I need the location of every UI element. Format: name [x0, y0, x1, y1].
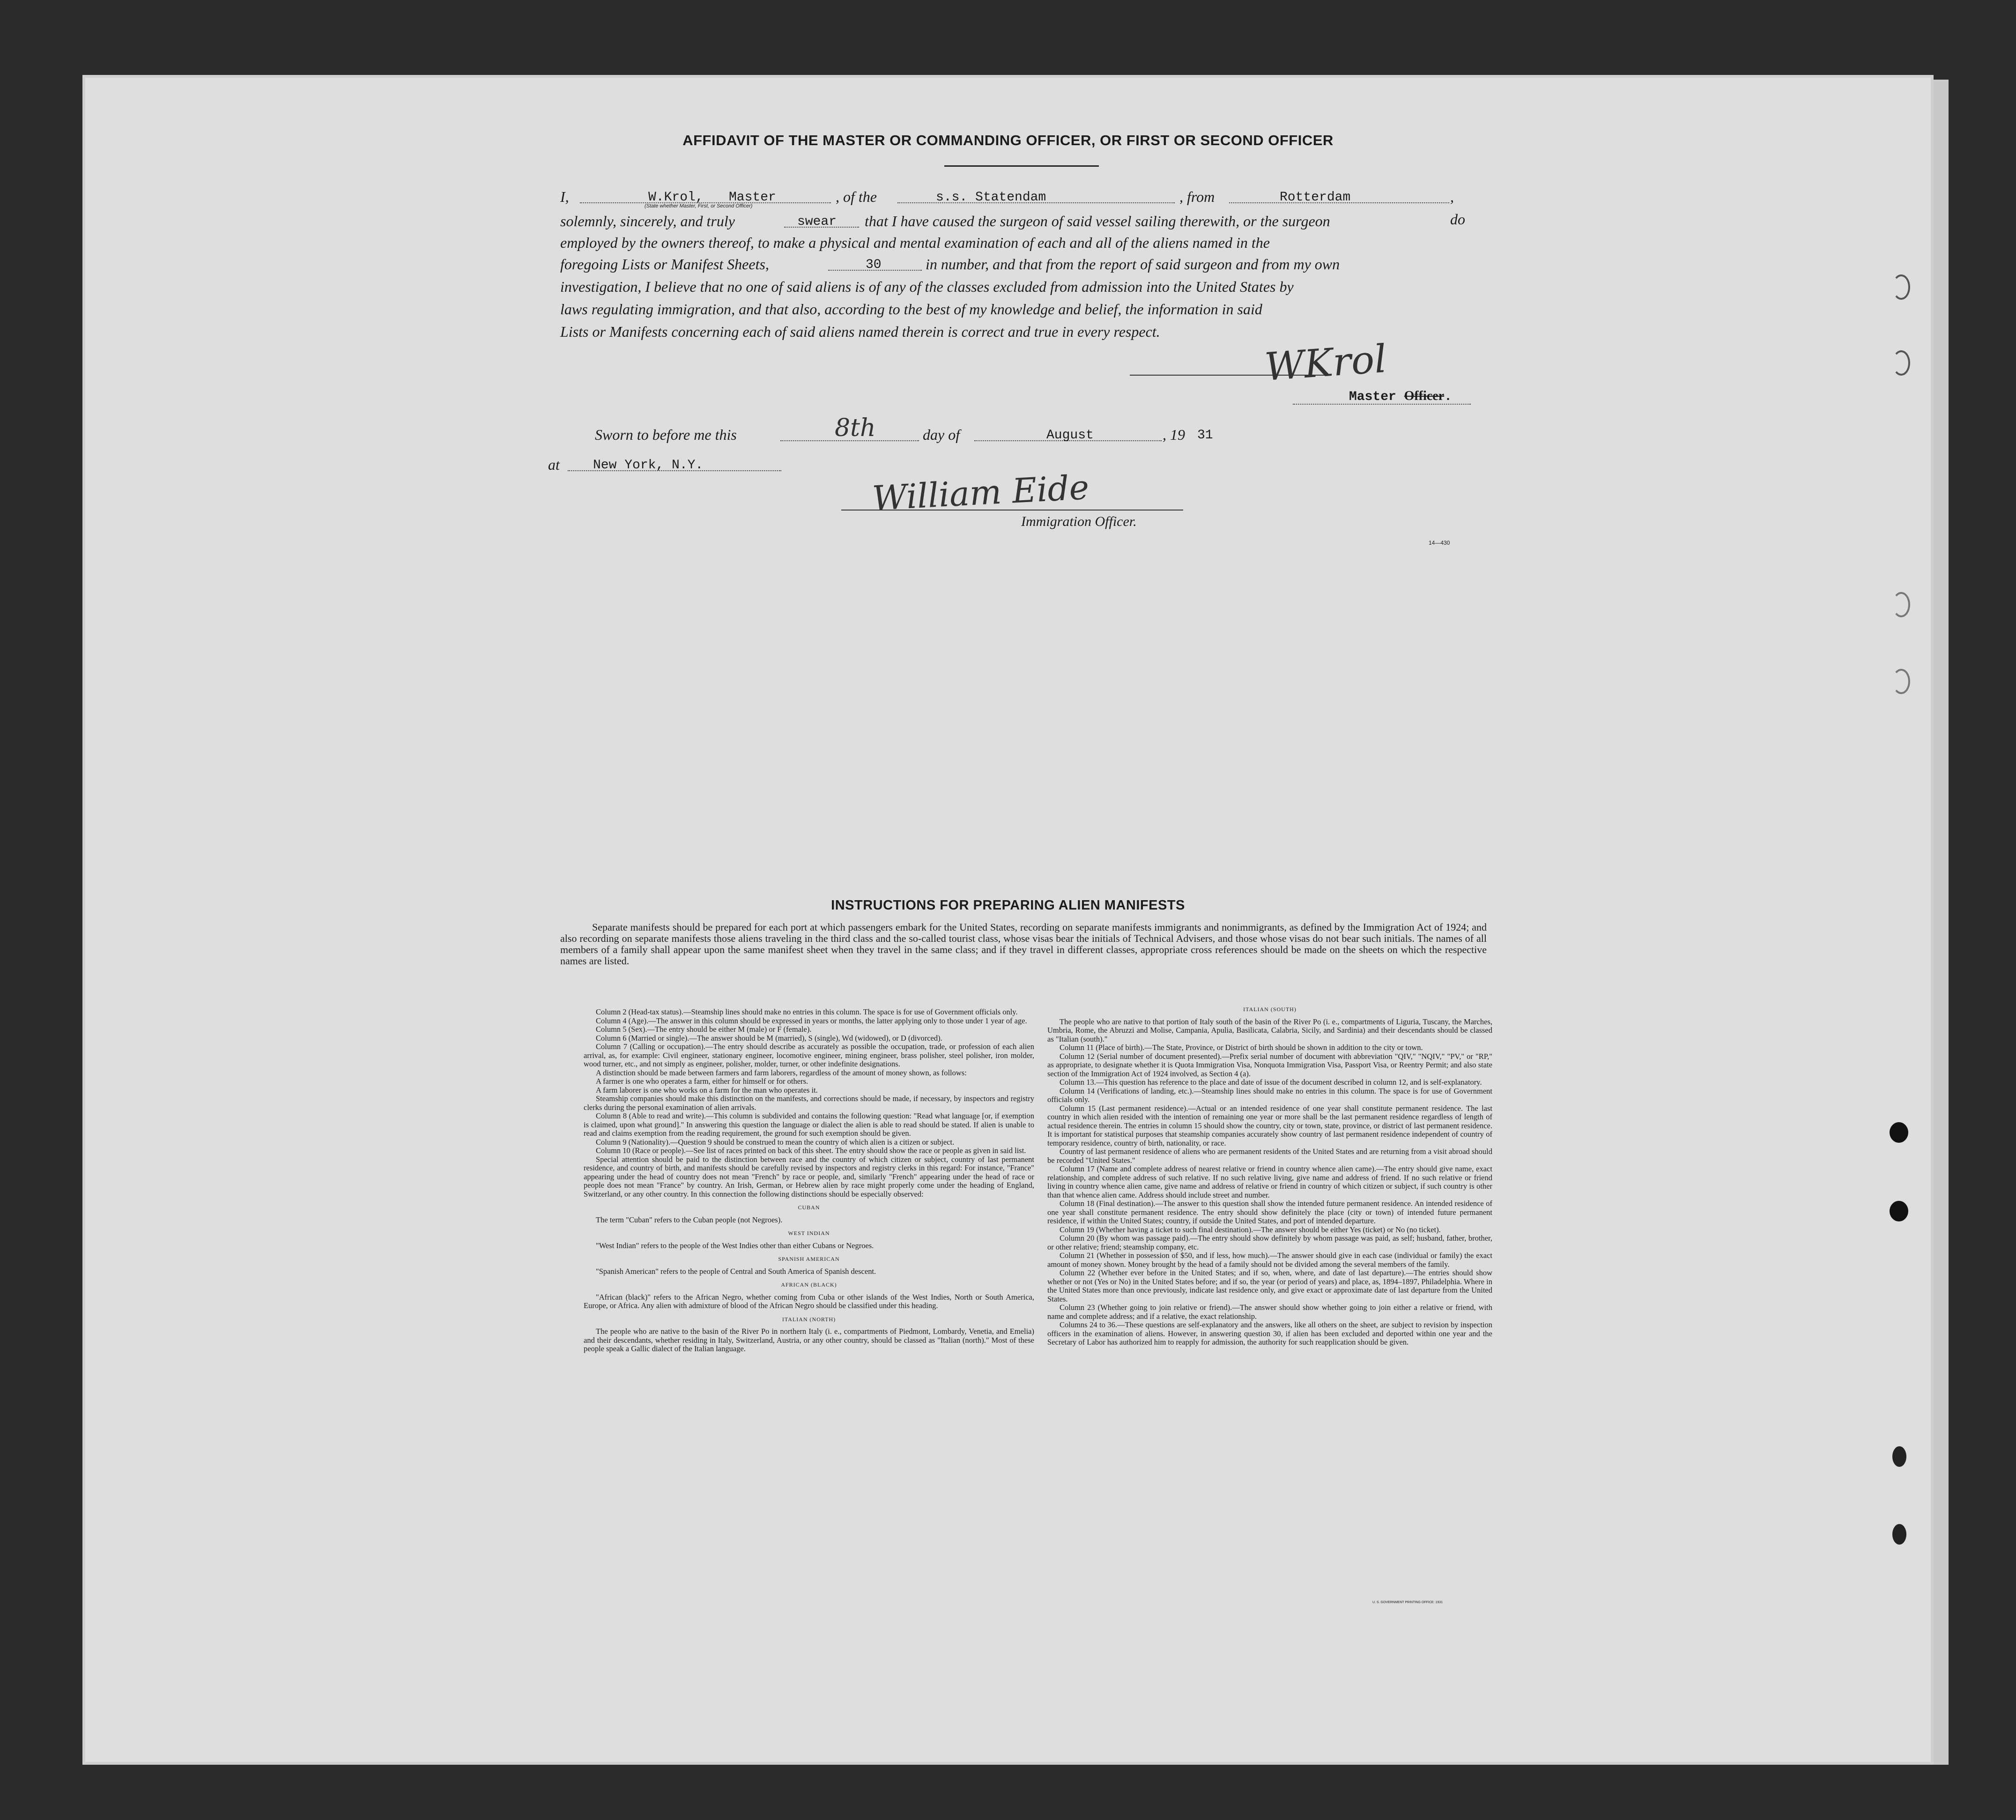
sheet-edge: [1934, 80, 1949, 1765]
signer-title: Master Officer.: [1349, 389, 1452, 404]
binding-clip: [1892, 274, 1910, 300]
instruction-paragraph: The people who are native to that portion of Italy south of the basin of the River Po (i. e., compartments of Liguria, Tuscany, the Marches, Umbria, Rome, the Abruzzi and Molise, Campania, Apulia, Basilicata, Calabria, Sicily, and Sardinia) and their descendants should be classed as "Italian (south).": [1047, 1017, 1492, 1043]
instruction-paragraph: The people who are native to the basin of the River Po in northern Italy (i. e., compartments of Piedmont, Lombardy, Venetia, and Emelia) and their descendants, whether residing in Italy, Switzerland, Austria, or any other country, should be classed as "Italian (north)." Most of these people speak a Gallic dialect of the Italian language.: [584, 1327, 1034, 1353]
instruction-paragraph: Column 12 (Serial number of document presented).—Prefix serial number of document with abbreviation "QIV," "NQIV," "PV," or "RP," as appropriate, to designate whether it is Quota Immigration Visa, Nonquota Immigration Visa, Passport Visa, or Reentry Permit; and also state section of the Immigration Act of 1924 involved, as Section 4 (a).: [1047, 1051, 1492, 1078]
instruction-paragraph: Column 13.—This question has reference to the place and date of issue of the document described in column 12, and is self-explanatory.: [1060, 1078, 1482, 1087]
instruction-paragraph: Column 17 (Name and complete address of nearest relative or friend in country whence alien came).—The entry should give name, exact relationship, and complete address of such relative. If no such relative living, give name and address of friend. If no such relative or friend living in country whence alien came, give name and address of relative or friend in country of which citizen or subject, if such country is other than that whence alien came. Address should include street and number.: [1047, 1164, 1492, 1199]
punch-hole: [1890, 1122, 1908, 1143]
instruction-paragraph: Column 18 (Final destination).—The answer to this question shall show the intended future permanent residence. An intended residence of one year shall constitute permanent residence. The entry should show definitely the place (city or town) of intended future permanent residence, if within the United States; country, if outside the United States, and port of intended departure.: [1047, 1199, 1492, 1225]
instruction-paragraph: A farm laborer is one who works on a farm for the man who operates it.: [596, 1085, 818, 1095]
affidavit-line-6: laws regulating immigration, and that also, according to the best of my knowledge and belief, the information in said: [560, 301, 1262, 318]
oath-word: swear: [797, 215, 837, 229]
instruction-paragraph: A farmer is one who operates a farm, either for himself or for others.: [596, 1077, 808, 1086]
punch-hole: [1892, 1524, 1906, 1545]
instruction-paragraph: Column 9 (Nationality).—Question 9 should be construed to mean the country of which alien is a citizen or subject.: [596, 1137, 955, 1147]
instruction-paragraph: Column 15 (Last permanent residence).—Actual or an intended residence of one year shall constitute permanent residence. The last country in which alien resided with the intention of remaining one year or more shall be the last permanent residence regardless of length of actual residence therein. The entries in column 15 should show the country, city or town, state, province, or district of last permanent residence. It is important for statistical purposes that steamship companies accurately show country of last permanent residence independent of country of temporary residence, country of birth, nationality, or race.: [1047, 1103, 1492, 1147]
section-heading: AFRICAN (BLACK): [781, 1281, 837, 1288]
instruction-paragraph: Columns 24 to 36.—These questions are self-explanatory and the answers, like all others on the sheet, are subject to revision by inspection officers in the examination of aliens. However, in answering question 30, if alien has been excluded and deported within one year and the Secretary of Labor has authorized him to reapply for admission, the authority for such reapplication should be given.: [1047, 1320, 1492, 1347]
affidavit-line-1: I, W.Krol, Master (State whether Master, First, or Second Officer) , of the s.s. Statendam , from Rotterdam , do: [560, 185, 1469, 209]
affidavit-line-5: investigation, I believe that no one of said aliens is of any of the classes excluded from admission into the United States by: [560, 278, 1294, 295]
instructions-right-column: [1047, 1000, 1492, 1347]
affidavit-line-2: solemnly, sincerely, and truly swear that I have caused the surgeon of said vessel sailing therewith, or the surgeon: [560, 210, 1478, 233]
struck-officer: Officer: [1404, 389, 1445, 403]
instruction-paragraph: Column 4 (Age).—The answer in this column should be expressed in years or months, the latter applying only to those under 1 year of age.: [596, 1016, 1027, 1025]
instruction-paragraph: Column 22 (Whether ever before in the United States; and if so, when, where, and date of last departure).—The entries should show whether or not (Yes or No) in the United States before; and if so, the year (or period of years) and place, as, 1894–1897, Philadelphia. Where in the United States more than once previously, indicate last residence only, and give exact or approximate date of last departure from the United States.: [1047, 1268, 1492, 1303]
departure-port: Rotterdam: [1280, 190, 1351, 205]
section-heading: SPANISH AMERICAN: [778, 1256, 840, 1262]
officer-signature: William Eide: [871, 467, 1090, 518]
instruction-paragraph: Column 11 (Place of birth).—The State, Province, or District of birth should be shown in addition to the city or town.: [1060, 1043, 1423, 1052]
sworn-place: New York, N.Y.: [593, 458, 704, 473]
instructions-intro: Separate manifests should be prepared for each port at which passengers embark for the United States, recording on separate manifests immigrants and nonimmigrants, as defined by the Immigration Act of 1924; and also recording on separate manifests those aliens traveling in the third class and the so-called tourist class, whose visas bear the initials of Technical Advisers, and those whose visas do not bear such initials. The names of all members of a family shall appear upon the same manifest sheet when they travel in the same class; and if they travel in different classes, appropriate cross references should be made on the sheets on which the respective names are listed.: [560, 921, 1487, 967]
binding-clip: [1892, 350, 1910, 376]
rank-note: (State whether Master, First, or Second Officer): [645, 203, 753, 209]
instructions-title: INSTRUCTIONS FOR PREPARING ALIEN MANIFESTS: [831, 898, 1185, 913]
instruction-paragraph: Column 6 (Married or single).—The answer should be M (married), S (single), Wd (widowed), or D (divorced).: [596, 1033, 942, 1043]
form-number: 14—430: [1429, 540, 1450, 546]
instruction-paragraph: Column 20 (By whom was passage paid).—The entry should show definitely by whom passage was paid, as self; husband, father, brother, or other relative; friend; steamship company, etc.: [1047, 1234, 1492, 1251]
instruction-paragraph: Column 5 (Sex).—The entry should be either M (male) or F (female).: [596, 1025, 812, 1034]
punch-hole: [1892, 1446, 1906, 1467]
instruction-paragraph: "Spanish American" refers to the people of Central and South America of Spanish descent.: [596, 1266, 876, 1276]
affidavit-line-7: Lists or Manifests concerning each of said aliens named therein is correct and true in every respect.: [560, 323, 1160, 340]
sworn-day: 8th: [835, 414, 876, 442]
section-heading: ITALIAN (NORTH): [782, 1316, 836, 1323]
sworn-month: August: [1046, 428, 1094, 443]
sworn-line: Sworn to before me this 8th day of August , 19 31: [595, 423, 1251, 447]
instruction-paragraph: Special attention should be paid to the distinction between race and the country of which citizen or subject, country of last permanent residence, and country of birth, and manifests should be carefully revised by inspectors and registry clerks in this regard: For instance, "France" appearing under the head of country does not mean "French" by race or people, and, similarly "French" appearing under the head of race or people does not mean "France" by country. An Irish, German, or Hebrew alien by race might properly come under the heading of England, Switzerland, or any other country. In this connection the following distinctions should be especially observed:: [584, 1154, 1034, 1199]
signer-rank: Master: [729, 190, 776, 205]
instruction-paragraph: Column 21 (Whether in possession of $50, and if less, how much).—The answer should give in each case (individual or family) the exact amount of money shown. Money brought by the head of a family should not be divided among the several members of the family.: [1047, 1251, 1492, 1269]
punch-hole: [1890, 1201, 1908, 1221]
instruction-paragraph: Column 8 (Able to read and write).—This column is subdivided and contains the following question: "Read what language [or, if exemption is claimed, upon what ground]." In answering this question the language or dialect the alien is able to read should be stated. If alien is unable to read and claims exemption from the reading requirement, the ground for such exemption should be given.: [584, 1111, 1034, 1138]
master-signature: WKrol: [1263, 337, 1388, 390]
instruction-paragraph: The term "Cuban" refers to the Cuban people (not Negroes).: [596, 1215, 783, 1224]
place-line: at New York, N.Y.: [548, 453, 970, 477]
affidavit-title: AFFIDAVIT OF THE MASTER OR COMMANDING OFFICER, OR FIRST OR SECOND OFFICER: [682, 132, 1334, 148]
instructions-left-column: [584, 1008, 1034, 1354]
affidavit-line-3: employed by the owners thereof, to make a physical and mental examination of each and all of the aliens named in the: [560, 234, 1270, 251]
sheet-count: 30: [866, 258, 882, 272]
vessel-name: s.s. Statendam: [936, 190, 1046, 205]
section-heading: WEST INDIAN: [788, 1230, 830, 1236]
instruction-paragraph: Steamship companies should make this distinction on the manifests, and corrections should be made, if necessary, by inspectors and registry clerks during the personal examination of alien arrivals.: [584, 1094, 1034, 1112]
officer-title: Immigration Officer.: [1021, 514, 1137, 529]
sworn-year: 31: [1197, 428, 1213, 443]
instruction-paragraph: A distinction should be made between farmers and farm laborers, regardless of the amount of money shown, as follows:: [596, 1068, 967, 1077]
instruction-paragraph: Column 14 (Verifications of landing, etc.).—Steamship lines should make no entries in this column. The space is for use of Government officials only.: [1047, 1086, 1492, 1104]
instruction-paragraph: "African (black)" refers to the African Negro, whether coming from Cuba or other islands of the West Indies, North or South America, Europe, or Africa. Any alien with admixture of blood of the African Negro should be classified under this heading.: [584, 1292, 1034, 1310]
instruction-paragraph: Column 2 (Head-tax status).—Steamship lines should make no entries in this column. The space is for use of Government officials only.: [596, 1007, 1018, 1016]
instruction-paragraph: Column 10 (Race or people).—See list of races printed on back of this sheet. The entry should show the race or people as given in said list.: [596, 1146, 1026, 1155]
signature-line: [1130, 375, 1327, 376]
section-heading: ITALIAN (SOUTH): [1243, 1006, 1297, 1013]
instruction-paragraph: Column 7 (Calling or occupation).—The entry should describe as accurately as possible the occupation, trade, or profession of each alien arrival, as, for example: Civil engineer, stationary engineer, locomotive engineer, mining engineer, brass polisher, steel polisher, iron molder, wood turner, etc., and not simply as engineer, polisher, molder, turner, or other indefinite designations.: [584, 1042, 1034, 1068]
binding-clip: [1892, 669, 1910, 694]
instruction-paragraph: "West Indian" refers to the people of the West Indies other than either Cubans or Negroes.: [596, 1241, 874, 1250]
title-underline: [944, 165, 1099, 167]
signer-name: W.Krol,: [648, 190, 704, 205]
instruction-paragraph: Column 23 (Whether going to join relative or friend).—The answer should show whether going to join either a relative or friend, with name and complete address; and if a relative, the exact relationship.: [1047, 1303, 1492, 1321]
instruction-paragraph: Column 19 (Whether having a ticket to such final destination).—The answer should be either Yes (ticket) or No (no ticket).: [1060, 1225, 1441, 1234]
binding-clip: [1892, 592, 1910, 617]
section-heading: CUBAN: [798, 1204, 820, 1211]
instruction-paragraph: Country of last permanent residence of aliens who are permanent residents of the United States and are returning from a visit abroad should be recorded "United States.": [1047, 1147, 1492, 1165]
affidavit-line-4: foregoing Lists or Manifest Sheets, 30 in number, and that from the report of said surgeon and from my own: [560, 253, 1478, 276]
printing-office: U. S. GOVERNMENT PRINTING OFFICE: 1931: [1372, 1601, 1443, 1604]
